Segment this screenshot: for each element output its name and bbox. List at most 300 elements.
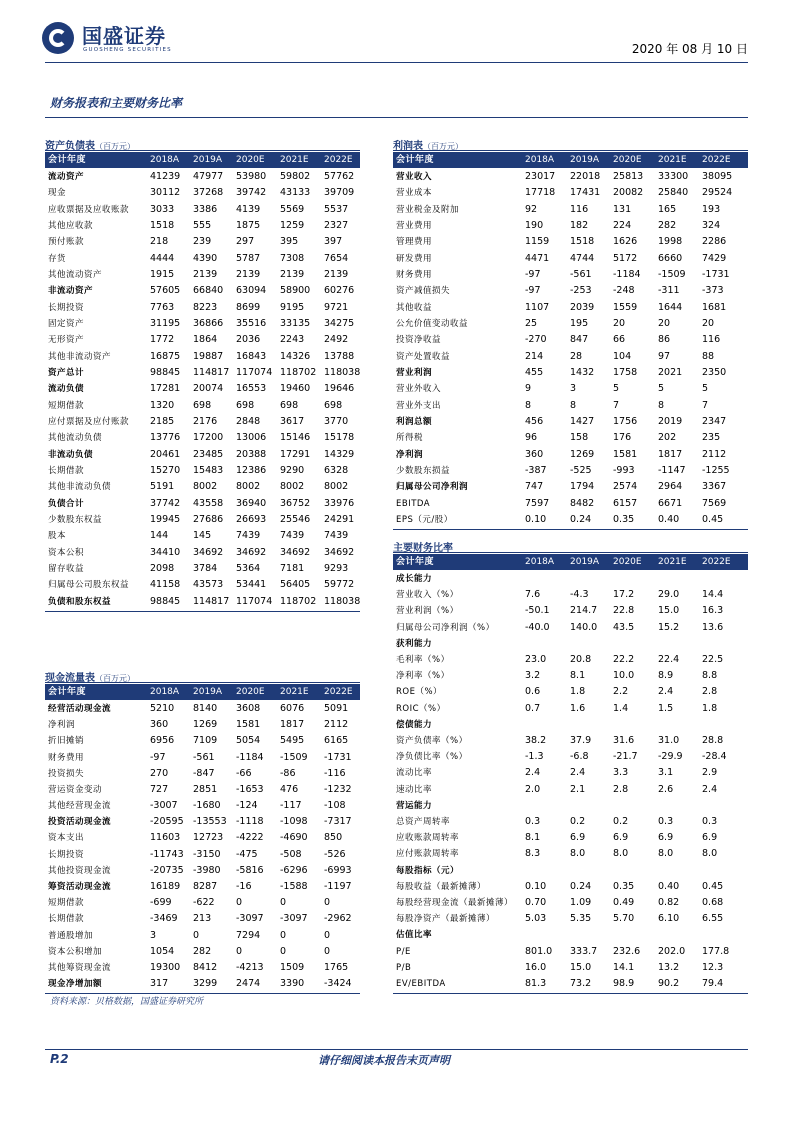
- value-cell: 6328: [324, 464, 349, 476]
- table-bottom-rule: [393, 529, 748, 530]
- value-cell: 117074: [236, 366, 273, 378]
- value-cell: -108: [324, 800, 346, 812]
- value-cell: 4471: [525, 252, 550, 264]
- value-cell: 0.3: [702, 816, 718, 827]
- row-label: 利润总额: [396, 416, 433, 427]
- value-cell: 15270: [150, 464, 181, 476]
- row-label: 净利润: [48, 720, 76, 731]
- value-cell: 1.6: [570, 702, 586, 714]
- value-cell: 0: [236, 945, 243, 957]
- value-cell: 2139: [236, 268, 261, 280]
- table-row: [45, 847, 360, 863]
- table-row: [45, 169, 360, 185]
- data-source: 资料来源：贝格数据，国盛证券研究所: [50, 997, 204, 1007]
- value-cell: -3469: [150, 913, 178, 925]
- header-cell: 2022E: [702, 155, 731, 165]
- value-cell: 0.6: [525, 686, 541, 698]
- value-cell: 116: [570, 203, 589, 215]
- brand-name-en: GUOSHENG SECURITIES: [83, 47, 172, 53]
- value-cell: 22.4: [658, 654, 680, 665]
- table-row: [45, 766, 360, 782]
- table-row: [45, 960, 360, 976]
- value-cell: 1559: [613, 301, 638, 313]
- table-row: [393, 398, 748, 414]
- value-cell: 14326: [280, 350, 311, 362]
- table-row: [45, 463, 360, 479]
- value-cell: 456: [525, 415, 544, 427]
- value-cell: 9: [525, 383, 532, 395]
- value-cell: 1644: [658, 301, 683, 313]
- value-cell: 29.0: [658, 589, 680, 601]
- value-cell: 2474: [236, 978, 261, 990]
- table-row: [393, 846, 748, 862]
- row-label: 其他经营现金流: [48, 801, 112, 812]
- table-row: [393, 636, 748, 652]
- value-cell: 2039: [570, 301, 595, 313]
- value-cell: 23017: [525, 171, 556, 182]
- row-label: 资本支出: [48, 833, 85, 844]
- header-cell: 2020E: [613, 557, 642, 567]
- value-cell: 0: [324, 897, 331, 909]
- value-cell: 1875: [236, 219, 261, 231]
- value-cell: 2.2: [613, 686, 629, 698]
- value-cell: 25546: [280, 513, 311, 525]
- value-cell: -16: [236, 880, 252, 892]
- value-cell: 14329: [324, 448, 355, 460]
- value-cell: -7317: [324, 816, 352, 828]
- table-title-text: 资产负债表: [45, 141, 95, 152]
- value-cell: 1.09: [570, 897, 592, 908]
- row-label: 每股指标（元）: [396, 865, 460, 876]
- header-cell: 2021E: [658, 155, 687, 165]
- value-cell: 5537: [324, 203, 349, 215]
- table-row: [393, 496, 748, 512]
- value-cell: 397: [324, 236, 343, 248]
- value-cell: 0.3: [658, 816, 674, 827]
- section-title: 财务报表和主要财务比率: [50, 96, 183, 110]
- value-cell: 7: [613, 399, 620, 411]
- value-cell: 2139: [324, 268, 349, 280]
- value-cell: 2286: [702, 236, 727, 248]
- value-cell: 2139: [280, 268, 305, 280]
- value-cell: 7.6: [525, 589, 541, 601]
- value-cell: 5364: [236, 562, 261, 574]
- value-cell: 7569: [702, 497, 727, 509]
- value-cell: 6165: [324, 735, 349, 747]
- value-cell: 0: [280, 897, 287, 909]
- value-cell: 0.35: [613, 513, 635, 525]
- value-cell: 8: [570, 399, 577, 411]
- table-row: [393, 414, 748, 430]
- row-label: 营业收入: [396, 172, 433, 182]
- row-label: 其他筹资现金流: [48, 962, 112, 973]
- value-cell: 104: [613, 350, 632, 362]
- value-cell: 38.2: [525, 735, 547, 746]
- value-cell: 22018: [570, 171, 601, 182]
- value-cell: 2036: [236, 334, 261, 346]
- value-cell: -387: [525, 464, 547, 476]
- value-cell: 8.9: [658, 670, 674, 682]
- value-cell: 0: [280, 945, 287, 957]
- value-cell: 19300: [150, 961, 181, 973]
- value-cell: 43133: [280, 187, 311, 199]
- value-cell: -1509: [658, 268, 686, 280]
- value-cell: 1765: [324, 961, 349, 973]
- row-label: 其他投资现金流: [48, 865, 112, 876]
- value-cell: 98.9: [613, 978, 635, 989]
- value-cell: 15.0: [570, 961, 592, 973]
- value-cell: 2176: [193, 415, 218, 427]
- value-cell: 14.1: [613, 961, 635, 973]
- value-cell: 297: [236, 236, 255, 248]
- value-cell: 98845: [150, 595, 181, 607]
- row-label: 营业利润（%）: [396, 606, 459, 617]
- value-cell: 2098: [150, 562, 175, 574]
- row-label: 应收票据及应收账款: [48, 204, 130, 215]
- value-cell: 5: [658, 383, 665, 395]
- value-cell: 270: [150, 767, 169, 779]
- table-row: [393, 944, 748, 960]
- value-cell: 30112: [150, 187, 181, 199]
- table-row: [393, 234, 748, 250]
- value-cell: -508: [280, 848, 302, 860]
- value-cell: 17200: [193, 432, 224, 444]
- value-cell: 31195: [150, 317, 181, 329]
- value-cell: 4744: [570, 252, 595, 264]
- value-cell: 33135: [280, 317, 311, 329]
- value-cell: 12723: [193, 832, 224, 844]
- value-cell: 19887: [193, 350, 224, 362]
- value-cell: -6.8: [570, 751, 589, 763]
- value-cell: 0.82: [658, 897, 680, 908]
- value-cell: 25840: [658, 187, 689, 199]
- value-cell: 0.10: [525, 880, 547, 892]
- value-cell: 195: [570, 317, 589, 329]
- row-label: 偿债能力: [396, 719, 433, 730]
- value-cell: -97: [525, 268, 541, 280]
- value-cell: 7597: [525, 497, 550, 509]
- value-cell: 1626: [613, 236, 638, 248]
- value-cell: -3097: [280, 913, 308, 925]
- table-row: [393, 879, 748, 895]
- table-row: [45, 447, 360, 463]
- value-cell: 15483: [193, 464, 224, 476]
- row-label: ROE（%）: [396, 687, 443, 698]
- table-header-row: [45, 152, 360, 168]
- table-row: [393, 814, 748, 830]
- value-cell: 14.4: [702, 589, 724, 601]
- value-cell: -4213: [236, 961, 264, 973]
- table-row: [45, 879, 360, 895]
- value-cell: 2574: [613, 481, 638, 493]
- table-row: [45, 798, 360, 814]
- value-cell: 117074: [236, 595, 273, 607]
- value-cell: 8.1: [570, 670, 586, 682]
- row-label: 资本公积增加: [48, 946, 103, 957]
- value-cell: -622: [193, 897, 215, 909]
- value-cell: -311: [658, 285, 680, 297]
- value-cell: 232.6: [613, 945, 641, 957]
- row-label: 速动比率: [396, 784, 433, 795]
- value-cell: 8412: [193, 961, 218, 973]
- table-row: [393, 733, 748, 749]
- value-cell: 16.3: [702, 605, 724, 617]
- value-cell: -1197: [324, 880, 352, 892]
- value-cell: 8699: [236, 301, 261, 313]
- table-row: [393, 927, 748, 943]
- value-cell: -561: [193, 751, 215, 763]
- disclaimer: 请仔细阅读本报告末页声明: [318, 1054, 450, 1067]
- row-label: 应付账款周转率: [396, 849, 460, 860]
- table-row: [393, 332, 748, 348]
- row-label: 所得税: [396, 433, 424, 444]
- table-row: [45, 863, 360, 879]
- header-cell: 2018A: [150, 687, 180, 697]
- footer-divider: [45, 1049, 748, 1050]
- value-cell: 5495: [280, 735, 305, 747]
- value-cell: 1.4: [613, 702, 629, 714]
- value-cell: 395: [280, 236, 299, 248]
- value-cell: 2.4: [570, 767, 586, 779]
- value-cell: 24291: [324, 513, 355, 525]
- table-row: [45, 349, 360, 365]
- value-cell: 2851: [193, 783, 218, 795]
- value-cell: 140.0: [570, 621, 598, 633]
- value-cell: 7763: [150, 301, 175, 313]
- value-cell: 8.0: [658, 848, 674, 860]
- table-row: [393, 863, 748, 879]
- value-cell: 698: [324, 399, 343, 411]
- value-cell: 333.7: [570, 945, 598, 957]
- value-cell: -124: [236, 800, 258, 812]
- table-row: [45, 545, 360, 561]
- value-cell: 2350: [702, 366, 727, 378]
- value-cell: 1432: [570, 366, 595, 378]
- value-cell: 118038: [324, 595, 361, 607]
- table-title-text: 利润表: [393, 141, 423, 152]
- value-cell: -1147: [658, 464, 686, 476]
- value-cell: -993: [613, 464, 635, 476]
- value-cell: 16.0: [525, 961, 547, 973]
- value-cell: 36940: [236, 497, 267, 509]
- value-cell: 3: [150, 929, 157, 941]
- value-cell: 2019: [658, 415, 683, 427]
- row-label: EBITDA: [396, 498, 431, 509]
- table-row: [45, 234, 360, 250]
- value-cell: 114817: [193, 366, 230, 378]
- row-label: 少数股东权益: [48, 514, 103, 525]
- value-cell: 11603: [150, 832, 181, 844]
- row-label: 现金: [48, 188, 67, 199]
- header-cell: 2021E: [280, 687, 309, 697]
- value-cell: 60276: [324, 285, 355, 297]
- value-cell: 0.40: [658, 880, 680, 892]
- value-cell: 193: [702, 203, 721, 215]
- value-cell: 324: [702, 219, 721, 231]
- value-cell: 202: [658, 432, 677, 444]
- value-cell: 0.35: [613, 880, 635, 892]
- table-row: [45, 267, 360, 283]
- value-cell: 177.8: [702, 945, 730, 957]
- value-cell: 3784: [193, 562, 218, 574]
- value-cell: 3.1: [658, 767, 674, 779]
- value-cell: 92: [525, 203, 538, 215]
- value-cell: 86: [658, 334, 671, 346]
- value-cell: -5816: [236, 864, 264, 876]
- value-cell: 6660: [658, 252, 683, 264]
- header-cell: 会计年度: [396, 155, 435, 165]
- table-row: [393, 169, 748, 185]
- value-cell: 8287: [193, 880, 218, 892]
- value-cell: 2112: [324, 719, 349, 731]
- value-cell: 33300: [658, 171, 689, 182]
- header-cell: 2018A: [525, 155, 555, 165]
- value-cell: 317: [150, 978, 169, 990]
- row-label: 营业费用: [396, 220, 433, 231]
- row-label: 资本公积: [48, 547, 85, 558]
- value-cell: 7429: [702, 252, 727, 264]
- value-cell: 0.40: [658, 513, 680, 525]
- table-unit: （百万元）: [423, 142, 463, 151]
- value-cell: 34692: [193, 546, 224, 558]
- header-divider: [45, 62, 748, 63]
- value-cell: 8140: [193, 703, 218, 714]
- value-cell: 27686: [193, 513, 224, 525]
- value-cell: 6076: [280, 703, 305, 714]
- value-cell: 8482: [570, 497, 595, 509]
- value-cell: 9195: [280, 301, 305, 313]
- value-cell: 1.8: [702, 702, 718, 714]
- value-cell: 36752: [280, 497, 311, 509]
- value-cell: 2021: [658, 366, 683, 378]
- value-cell: 698: [193, 399, 212, 411]
- value-cell: 16553: [236, 383, 267, 395]
- value-cell: 3299: [193, 978, 218, 990]
- value-cell: -117: [280, 800, 302, 812]
- value-cell: 22.8: [613, 605, 635, 617]
- row-label: 其他流动资产: [48, 269, 103, 280]
- value-cell: 47977: [193, 171, 224, 182]
- value-cell: 66: [613, 334, 626, 346]
- table-row: [393, 316, 748, 332]
- value-cell: 7181: [280, 562, 305, 574]
- table-row: [45, 251, 360, 267]
- table-row: [45, 750, 360, 766]
- value-cell: 5: [702, 383, 709, 395]
- value-cell: 190: [525, 219, 544, 231]
- table-row: [45, 202, 360, 218]
- value-cell: 25813: [613, 171, 644, 182]
- value-cell: 29524: [702, 187, 733, 199]
- value-cell: 17431: [570, 187, 601, 199]
- value-cell: 12.3: [702, 961, 724, 973]
- value-cell: -1588: [280, 880, 308, 892]
- table-row: [45, 316, 360, 332]
- value-cell: 6.9: [658, 832, 674, 844]
- value-cell: 0.49: [613, 897, 635, 908]
- value-cell: 5091: [324, 703, 349, 714]
- row-label: 估值比率: [396, 930, 433, 941]
- value-cell: 360: [150, 719, 169, 731]
- value-cell: 0: [236, 897, 243, 909]
- value-cell: 96: [525, 432, 538, 444]
- value-cell: 182: [570, 219, 589, 231]
- value-cell: 31.0: [658, 735, 680, 746]
- table-row: [393, 571, 748, 587]
- value-cell: -253: [570, 285, 592, 297]
- value-cell: 2.8: [613, 783, 629, 795]
- value-cell: 2.0: [525, 783, 541, 795]
- value-cell: 5.70: [613, 913, 635, 925]
- value-cell: 23485: [193, 448, 224, 460]
- value-cell: 2.9: [702, 767, 718, 779]
- value-cell: 53980: [236, 171, 267, 182]
- value-cell: -1098: [280, 816, 308, 828]
- row-label: 财务费用: [48, 752, 85, 763]
- table-row: [393, 652, 748, 668]
- table-row: [393, 603, 748, 619]
- value-cell: 22.5: [702, 654, 724, 665]
- value-cell: -1184: [613, 268, 641, 280]
- value-cell: 4390: [193, 252, 218, 264]
- value-cell: 5.35: [570, 913, 592, 925]
- value-cell: 3770: [324, 415, 349, 427]
- value-cell: 2.8: [702, 686, 718, 698]
- table-row: [45, 479, 360, 495]
- value-cell: 360: [525, 448, 544, 460]
- value-cell: 5172: [613, 252, 638, 264]
- row-label: 股本: [48, 531, 67, 542]
- value-cell: -1184: [236, 751, 264, 763]
- value-cell: 37268: [193, 187, 224, 199]
- value-cell: -116: [324, 767, 346, 779]
- value-cell: 6671: [658, 497, 683, 509]
- value-cell: -3007: [150, 800, 178, 812]
- value-cell: 213: [193, 913, 212, 925]
- table-row: [393, 749, 748, 765]
- table-row: [45, 814, 360, 830]
- value-cell: -3424: [324, 978, 352, 990]
- value-cell: -1118: [236, 816, 264, 828]
- value-cell: 0.68: [702, 897, 724, 908]
- value-cell: 37742: [150, 497, 181, 509]
- value-cell: 34692: [236, 546, 267, 558]
- value-cell: 20: [658, 317, 671, 329]
- row-label: 负债合计: [48, 498, 85, 509]
- value-cell: 34692: [280, 546, 311, 558]
- table-row: [45, 594, 360, 610]
- section-divider: [45, 117, 748, 118]
- value-cell: 1.5: [658, 702, 674, 714]
- row-label: 获利能力: [396, 638, 433, 649]
- value-cell: 16875: [150, 350, 181, 362]
- value-cell: 43.5: [613, 621, 635, 633]
- table-row: [393, 684, 748, 700]
- table-row: [393, 267, 748, 283]
- value-cell: 1581: [613, 448, 638, 460]
- value-cell: 22.2: [613, 654, 635, 665]
- row-label: 短期借款: [48, 400, 85, 411]
- value-cell: 35516: [236, 317, 267, 329]
- table-row: [45, 496, 360, 512]
- value-cell: 1817: [280, 719, 305, 731]
- value-cell: -847: [193, 767, 215, 779]
- header-cell: 2020E: [613, 155, 642, 165]
- row-label: EPS（元/股）: [396, 514, 453, 525]
- value-cell: -29.9: [658, 751, 683, 763]
- value-cell: 73.2: [570, 978, 592, 989]
- value-cell: -66: [236, 767, 252, 779]
